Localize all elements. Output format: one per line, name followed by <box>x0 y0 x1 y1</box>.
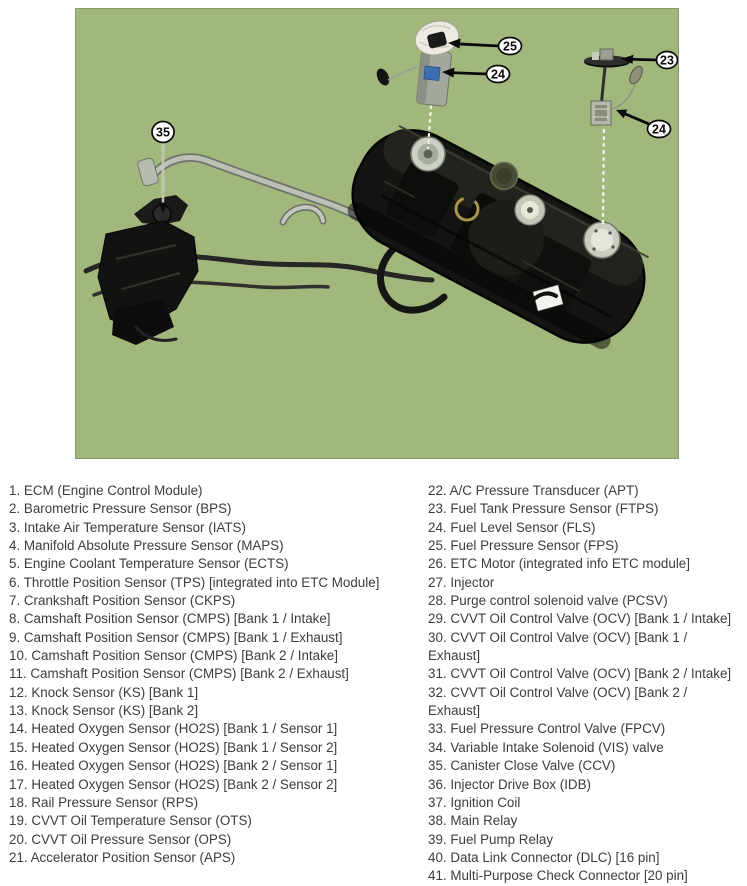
legend-item: 33. Fuel Pressure Control Valve (FPCV) <box>428 721 666 737</box>
legend-item: 15. Heated Oxygen Sensor (HO2S) [Bank 1 / Sensor 2] <box>9 739 338 755</box>
callout-25-label: 25 <box>503 39 517 54</box>
legend-item: 12. Knock Sensor (KS) [Bank 1] <box>9 684 199 700</box>
callout-35-label: 35 <box>156 125 170 140</box>
legend-right-column <box>428 482 743 886</box>
legend-item: 13. Knock Sensor (KS) [Bank 2] <box>9 703 199 719</box>
legend-item: 1. ECM (Engine Control Module) <box>9 483 203 498</box>
fuel-sender-module <box>584 49 645 225</box>
legend-item: 14. Heated Oxygen Sensor (HO2S) [Bank 1 / Sensor 1] <box>9 721 338 737</box>
fuel-tank-illustration <box>76 9 678 458</box>
legend-item: 2. Barometric Pressure Sensor (BPS) <box>9 501 232 517</box>
legend-item: 6. Throttle Position Sensor (TPS) [integrated into ETC Module] <box>9 574 380 590</box>
sender-plate <box>515 195 545 225</box>
legend-item: 10. Camshaft Position Sensor (CMPS) [Bank 2 / Intake] <box>9 648 338 664</box>
fuel-system-diagram-panel <box>75 8 679 459</box>
callout-24-right-label: 24 <box>652 122 666 137</box>
legend-item: 16. Heated Oxygen Sensor (HO2S) [Bank 2 / Sensor 1] <box>9 758 338 774</box>
legend-item: 40. Data Link Connector (DLC) [16 pin] <box>428 849 660 865</box>
callout-24-left <box>442 66 510 83</box>
legend-item: 39. Fuel Pump Relay <box>428 831 554 847</box>
legend-item: 11. Camshaft Position Sensor (CMPS) [Bank 2 / Exhaust] <box>9 666 349 682</box>
legend-item: 18. Rail Pressure Sensor (RPS) <box>9 794 199 810</box>
legend-item: 8. Camshaft Position Sensor (CMPS) [Bank 1 / Intake] <box>9 611 331 627</box>
legend-item: 27. Injector <box>428 574 495 590</box>
legend-item: 26. ETC Motor (integrated info ETC module] <box>428 556 690 572</box>
legend-item: 9. Camshaft Position Sensor (CMPS) [Bank 1 / Exhaust] <box>9 629 343 645</box>
sender-access-ring <box>584 222 620 258</box>
legend-item: 35. Canister Close Valve (CCV) <box>428 758 616 774</box>
fuel-tank <box>333 111 663 362</box>
legend-item: 20. CVVT Oil Pressure Sensor (OPS) <box>9 831 232 847</box>
legend-item: 3. Intake Air Temperature Sensor (IATS) <box>9 519 246 535</box>
legend-item: 32. CVVT Oil Control Valve (OCV) [Bank 2 / Exhaust] <box>428 684 688 719</box>
legend-item: 30. CVVT Oil Control Valve (OCV) [Bank 1 / Exhaust] <box>428 629 688 664</box>
legend-item: 38. Main Relay <box>428 813 518 829</box>
tank-cap-plate <box>491 163 518 190</box>
legend-item: 21. Accelerator Position Sensor (APS) <box>9 849 236 865</box>
legend-item: 31. CVVT Oil Control Valve (OCV) [Bank 2 / Intake] <box>428 666 732 682</box>
legend-item: 5. Engine Coolant Temperature Sensor (ECTS) <box>9 556 289 572</box>
legend-left-column <box>9 482 424 867</box>
legend-item: 41. Multi-Purpose Check Connector [20 pin] <box>428 868 688 884</box>
legend-item: 4. Manifold Absolute Pressure Sensor (MAPS) <box>9 538 284 554</box>
callout-23-label: 23 <box>660 53 674 68</box>
callout-24-left-label: 24 <box>491 67 505 82</box>
legend-item: 37. Ignition Coil <box>428 794 521 810</box>
callout-25 <box>448 38 522 55</box>
legend-item: 29. CVVT Oil Control Valve (OCV) [Bank 1 / Intake] <box>428 611 732 627</box>
legend-item: 36. Injector Drive Box (IDB) <box>428 776 591 792</box>
legend-item: 17. Heated Oxygen Sensor (HO2S) [Bank 2 / Sensor 2] <box>9 776 338 792</box>
fuel-pump-module <box>374 17 462 148</box>
legend-item: 25. Fuel Pressure Sensor (FPS) <box>428 538 619 554</box>
legend-item: 22. A/C Pressure Transducer (APT) <box>428 483 639 498</box>
legend-item: 24. Fuel Level Sensor (FLS) <box>428 519 596 535</box>
legend-item: 19. CVVT Oil Temperature Sensor (OTS) <box>9 813 252 829</box>
legend-item: 28. Purge control solenoid valve (PCSV) <box>428 593 668 609</box>
legend-item: 7. Crankshaft Position Sensor (CKPS) <box>9 593 236 609</box>
legend-item: 23. Fuel Tank Pressure Sensor (FTPS) <box>428 501 659 517</box>
canister-close-valve-assembly <box>98 157 198 345</box>
callout-23 <box>621 52 678 69</box>
legend-item: 34. Variable Intake Solenoid (VIS) valve <box>428 739 664 755</box>
callout-24-right <box>616 110 671 138</box>
